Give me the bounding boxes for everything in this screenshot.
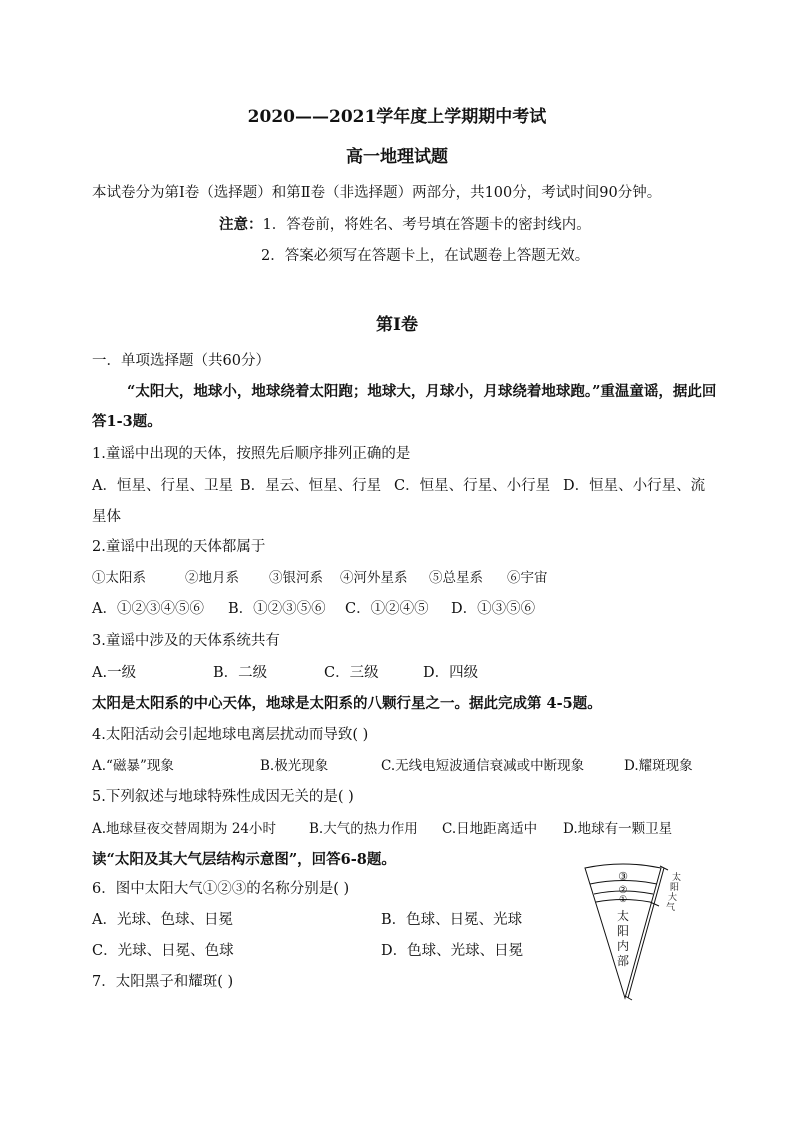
layer-label-2: ② (618, 885, 628, 896)
question-2-item-3: ③银河系 (269, 570, 323, 586)
interior-label-4: 部 (616, 954, 630, 968)
interior-label-3: 内 (616, 939, 630, 953)
passage-1-line-2: 答1-3题。 (92, 413, 162, 430)
layer-label-3: ③ (618, 870, 628, 883)
question-6-stem: 6．图中太阳大气①②③的名称分别是( ) (92, 881, 350, 897)
question-4-option-d: D.耀斑现象 (624, 758, 693, 774)
question-3-option-c: C．三级 (324, 665, 379, 681)
question-3-stem: 3.童谣中涉及的天体系统共有 (92, 633, 280, 649)
question-1-option-d: D．恒星、小行星、流 (563, 478, 706, 494)
question-2-option-d: D．①③⑤⑥ (451, 601, 536, 617)
question-5-option-d: D.地球有一颗卫星 (563, 821, 673, 837)
question-1-option-c: C．恒星、行星、小行星 (394, 478, 551, 494)
passage-1-line-1: “太阳大，地球小，地球绕着太阳跑；地球大，月球小，月球绕着地球跑。”重温童谣，据此回 (127, 383, 717, 400)
question-2-item-5: ⑤总星系 (429, 570, 483, 586)
question-2-item-1: ①太阳系 (92, 570, 146, 586)
question-6-option-c: C．光球、日冕、色球 (92, 943, 234, 959)
volume-heading: 第Ⅰ卷 (376, 315, 418, 335)
outer-bracket-line (628, 868, 664, 998)
passage-3: 读“太阳及其大气层结构示意图”，回答6-8题。 (92, 851, 396, 868)
layer-label-1: ① (618, 895, 628, 905)
question-6-option-d: D．色球、光球、日冕 (381, 943, 524, 959)
question-3-option-b: B．二级 (213, 665, 268, 681)
question-2-option-c: C．①②④⑤ (345, 601, 429, 617)
exam-intro: 本试卷分为第Ⅰ卷（选择题）和第Ⅱ卷（非选择题）两部分，共100分，考试时间90分钟。 (92, 185, 662, 201)
notice-line-1 (219, 216, 591, 234)
question-2-item-4: ④河外星系 (340, 570, 408, 586)
question-6-option-a: A．光球、色球、日冕 (92, 912, 233, 928)
question-4-option-a: A.“磁暴”现象 (92, 758, 174, 774)
passage-2: 太阳是太阳系的中心天体，地球是太阳系的八颗行星之一。据此完成第 4-5题。 (92, 695, 602, 712)
atmosphere-label-1: 太 (672, 873, 682, 883)
atmosphere-label-3: 大 (668, 893, 678, 903)
sun-structure-diagram (583, 862, 693, 1004)
question-2-option-a: A．①②③④⑤⑥ (92, 601, 204, 617)
question-4-option-c: C.无线电短波通信衰减或中断现象 (381, 758, 585, 774)
notice-text-1: 1．答卷前，将姓名、考号填在答题卡的密封线内。 (262, 217, 591, 233)
exam-title: 2020——2021学年度上学期期中考试 (247, 107, 547, 127)
question-4-option-b: B.极光现象 (260, 758, 329, 774)
question-5-option-b: B.大气的热力作用 (309, 821, 418, 837)
question-3-option-d: D．四级 (423, 665, 479, 681)
exam-subtitle: 高一地理试题 (346, 147, 448, 167)
question-1-option-a: A．恒星、行星、卫星 (92, 478, 233, 494)
interior-label-1: 太 (616, 909, 630, 923)
part-heading: 一．单项选择题（共60分） (92, 353, 270, 369)
question-6-option-b: B．色球、日冕、光球 (381, 912, 523, 928)
question-4-stem: 4.太阳活动会引起地球电离层扰动而导致( ) (92, 727, 369, 743)
question-2-option-b: B．①②③⑤⑥ (228, 601, 326, 617)
question-5-option-c: C.日地距离适中 (442, 821, 538, 837)
question-1-option-d-wrap: 星体 (92, 509, 121, 525)
question-1-option-b: B．星云、恒星、行星 (240, 478, 382, 494)
question-1-stem: 1.童谣中出现的天体，按照先后顺序排列正确的是 (92, 446, 411, 462)
atmosphere-label-4: 气 (666, 903, 676, 913)
notice-label: 注意： (219, 216, 263, 233)
atmosphere-label-2: 阳 (670, 883, 680, 893)
question-7-stem: 7．太阳黑子和耀斑( ) (92, 974, 234, 990)
question-5-option-a: A.地球昼夜交替周期为 24小时 (92, 821, 277, 837)
question-2-item-6: ⑥宇宙 (507, 570, 548, 586)
notice-line-2: 2．答案必须写在答题卡上，在试题卷上答题无效。 (261, 248, 590, 264)
interior-label-2: 阳 (616, 924, 630, 938)
question-2-item-2: ②地月系 (185, 570, 239, 586)
question-3-option-a: A.一级 (92, 665, 137, 681)
question-5-stem: 5.下列叙述与地球特殊性成因无关的是( ) (92, 789, 354, 805)
question-2-stem: 2.童谣中出现的天体都属于 (92, 539, 266, 555)
